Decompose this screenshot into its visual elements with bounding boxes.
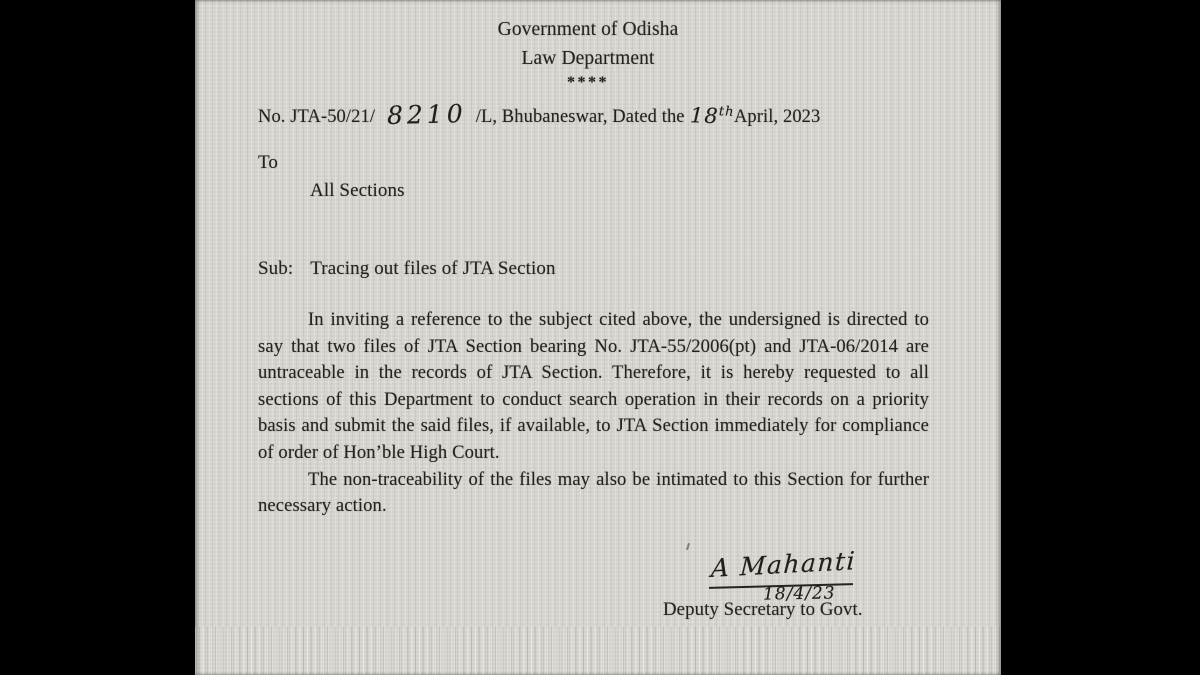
letter-page: [195, 0, 1001, 675]
addressee-recipient: All Sections: [310, 180, 405, 201]
reference-place-date-label: /L, Bhubaneswar, Dated the: [475, 107, 685, 127]
department-name: Law Department: [521, 48, 655, 69]
star-separator: ****: [567, 74, 609, 91]
reference-line: [258, 98, 821, 131]
date-day-digits: 18: [689, 103, 719, 129]
addressee-to-label: To: [258, 152, 278, 173]
handwritten-dispatch-number: 8210: [386, 98, 468, 131]
reference-date-rest: April, 2023: [733, 107, 821, 127]
reference-number-prefix: No. JTA-50/21/: [258, 107, 376, 127]
subject-label: Sub:: [258, 258, 294, 279]
body-paragraph-1: In inviting a reference to the subject cited above, the undersigned is directed to say that two files of JTA Section bearing No. JTA-55/2006(pt) and JTA-06/2014 are untraceable in the records of JTA Section. Therefore, it is hereby requested to all sections of this Department to conduct search operation in their records on a priority basis and submit the said files, if available, to JTA Section immediately for compliance of order of Hon’ble High Court.: [258, 309, 929, 463]
handwritten-date-day: [689, 103, 734, 129]
stray-pen-mark: [686, 543, 690, 550]
letter-header: [195, 19, 981, 92]
issuing-authority: Government of Odisha: [497, 19, 679, 40]
subject-line: [258, 258, 556, 280]
body-paragraph-2: The non-traceability of the files may also be intimated to this Section for further necessary action.: [258, 468, 929, 517]
signatory-designation: Deputy Secretary to Govt.: [663, 599, 863, 620]
subject-text: Tracing out files of JTA Section: [310, 258, 556, 279]
handwritten-signature-date: 18/4/23: [762, 583, 836, 605]
letter-body: [258, 307, 929, 520]
date-ordinal-suffix: th: [718, 104, 735, 120]
handwritten-signature: A Mahanti: [710, 546, 857, 583]
